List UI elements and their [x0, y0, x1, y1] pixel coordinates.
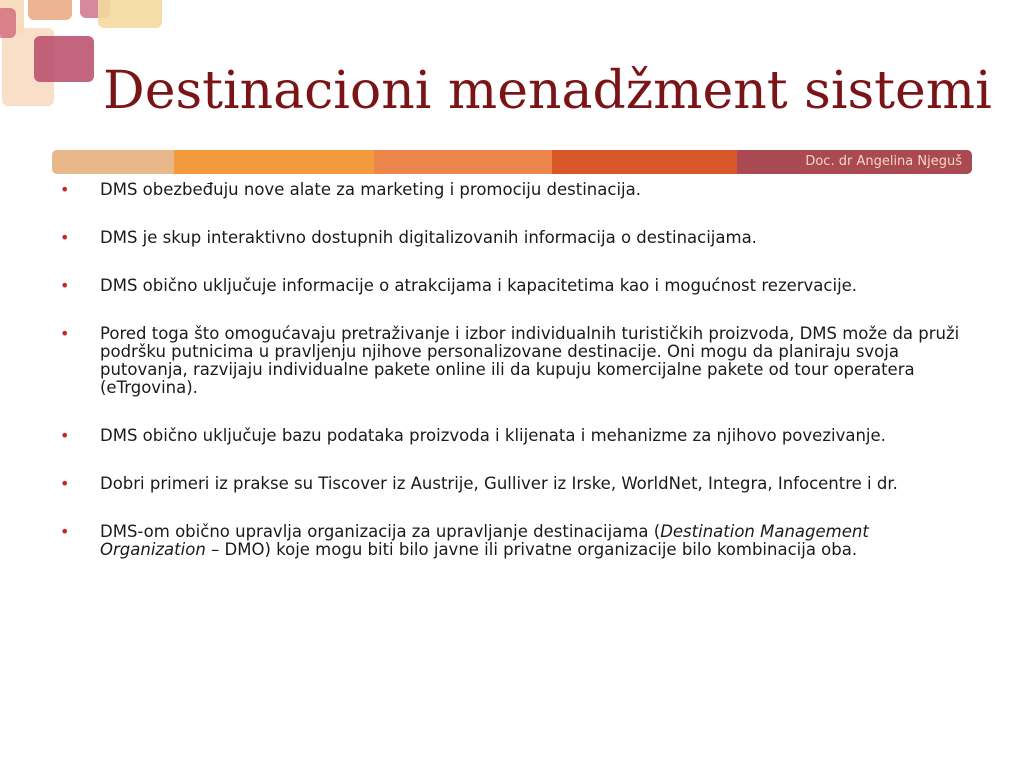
bullet-item	[60, 181, 960, 199]
bullet-item	[60, 229, 960, 247]
band-segment	[374, 150, 552, 174]
band-segment	[174, 150, 374, 174]
decorative-square	[0, 8, 16, 38]
bullet-item	[60, 523, 960, 559]
bullet-text: DMS obično uključuje informacije o atrakcijama i kapacitetima kao i mogućnost rezervacije.	[100, 276, 858, 295]
bullet-item	[60, 325, 960, 397]
author-label: Doc. dr Angelina Njeguš	[805, 154, 962, 169]
bullet-icon: •	[60, 276, 70, 295]
bullet-text: Dobri primeri iz prakse su Tiscover iz Austrije, Gulliver iz Irske, WorldNet, Integra, Infocentre i dr.	[100, 474, 898, 493]
bullet-text: Pored toga što omogućavaju pretraživanje i izbor individualnih turističkih proizvoda, DMS može da pruži podršku putnicima u pravljenju njihove personalizovane destinacije. Oni mogu da planiraju svoja putovanja, razvijaju individualne pakete online ili da kupuju komercijalne pakete od tour operatera (eTrgovina).	[100, 324, 960, 397]
bullet-item	[60, 475, 960, 493]
bullet-item	[60, 427, 960, 445]
bullet-icon: •	[60, 474, 70, 493]
bullet-icon: •	[60, 324, 70, 343]
bullet-icon: •	[60, 228, 70, 247]
bullet-item	[60, 277, 960, 295]
bullet-icon: •	[60, 180, 70, 199]
bullet-text-italic: Destination Management Organization	[100, 522, 869, 559]
bullet-text-before: DMS-om obično upravlja organizacija za upravljanje destinacijama (	[100, 522, 661, 541]
bullet-text-after: – DMO) koje mogu biti bilo javne ili privatne organizacije bilo kombinacija oba.	[205, 540, 858, 559]
decorative-square	[34, 36, 94, 82]
bullet-text: DMS je skup interaktivno dostupnih digitalizovanih informacija o destinacijama.	[100, 228, 757, 247]
bullet-icon: •	[60, 426, 70, 445]
bullet-text: DMS obično uključuje bazu podataka proizvoda i klijenata i mehanizme za njihovo povezivanje.	[100, 426, 886, 445]
bullet-text: DMS obezbeđuju nove alate za marketing i promociju destinacija.	[100, 180, 641, 199]
slide-title: Destinacioni menadžment sistemi	[103, 61, 992, 121]
bullet-icon: •	[60, 522, 70, 541]
band-segment	[52, 150, 174, 174]
band-segment	[552, 150, 737, 174]
decorative-square	[98, 0, 162, 28]
decorative-square	[28, 0, 72, 20]
bullet-list	[60, 181, 960, 559]
